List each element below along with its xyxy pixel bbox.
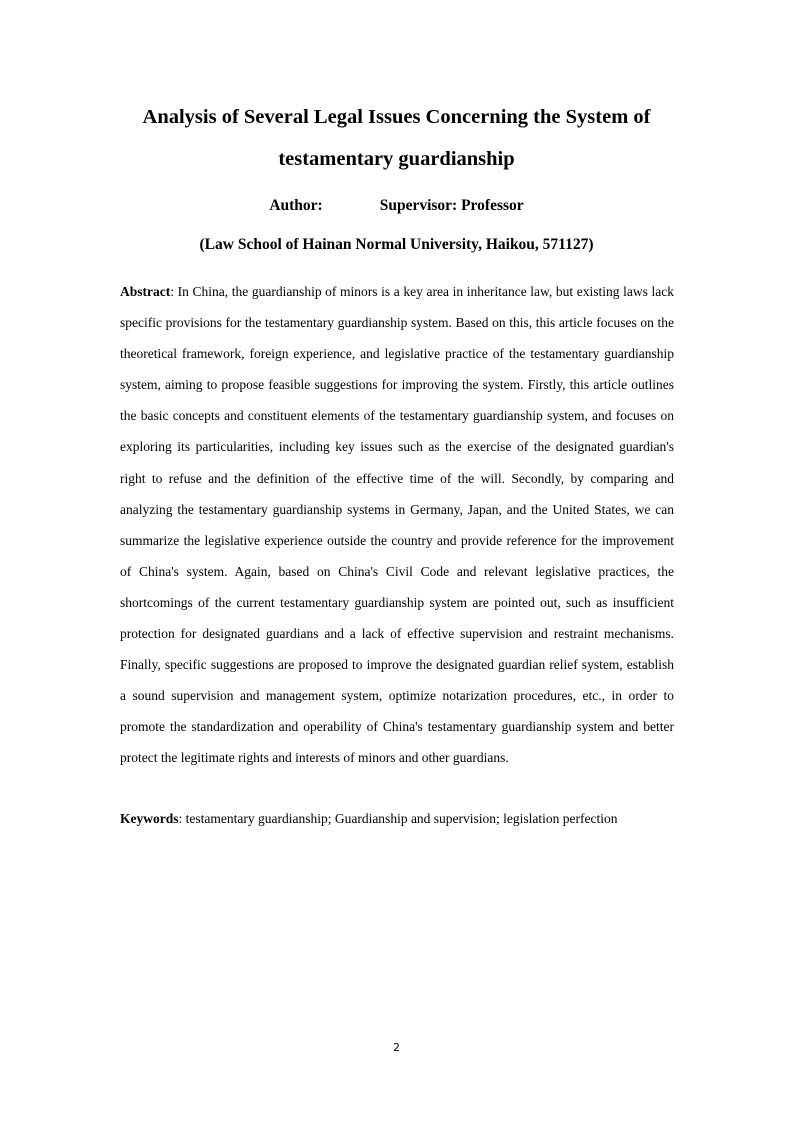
keywords-paragraph [120,808,674,830]
paper-title-line-2: testamentary guardianship [278,148,515,170]
supervisor-label: Supervisor: Professor [379,197,524,214]
abstract-paragraph [120,276,674,774]
page-number: 2 [393,1041,400,1054]
affiliation: (Law School of Hainan Normal University, Haikou, 571127) [199,236,594,253]
author-line [0,195,793,217]
keywords-text: : testamentary guardianship; Guardianship and supervision; legislation perfection [178,811,618,826]
abstract-label: Abstract [120,284,171,299]
keywords-label: Keywords [120,811,179,826]
author-label: Author: [269,197,323,214]
paper-title-line-1: Analysis of Several Legal Issues Concerning the System of [142,106,651,128]
abstract-text: : In China, the guardianship of minors is a key area in inheritance law, but existing laws lack specific provisions for the testamentary guardianship system. Based on this, this article focuses on the theoretical framework, foreign experience, and legislative practice of the testamentary guardianship system, aiming to propose feasible suggestions for improving the system. Firstly, this article outlines the basic concepts and constituent elements of the testamentary guardianship system, and focuses on exploring its particularities, including key issues such as the exercise of the designated guardian's right to refuse and the definition of the effective time of the will. Secondly, by comparing and analyzing the testamentary guardianship systems in Germany, Japan, and the United States, we can summarize the legislative experience outside the country and provide reference for the improvement of China's system. Again, based on China's Civil Code and relevant legislative practices, the shortcomings of the current testamentary guardianship system are pointed out, such as insufficient protection for designated guardians and a lack of effective supervision and restraint mechanisms. Finally, specific suggestions are proposed to improve the designated guardian relief system, establish a sound supervision and management system, optimize notarization procedures, etc., in order to promote the standardization and operability of China's testamentary guardianship system and better protect the legitimate rights and interests of minors and other guardians. [120,284,674,766]
